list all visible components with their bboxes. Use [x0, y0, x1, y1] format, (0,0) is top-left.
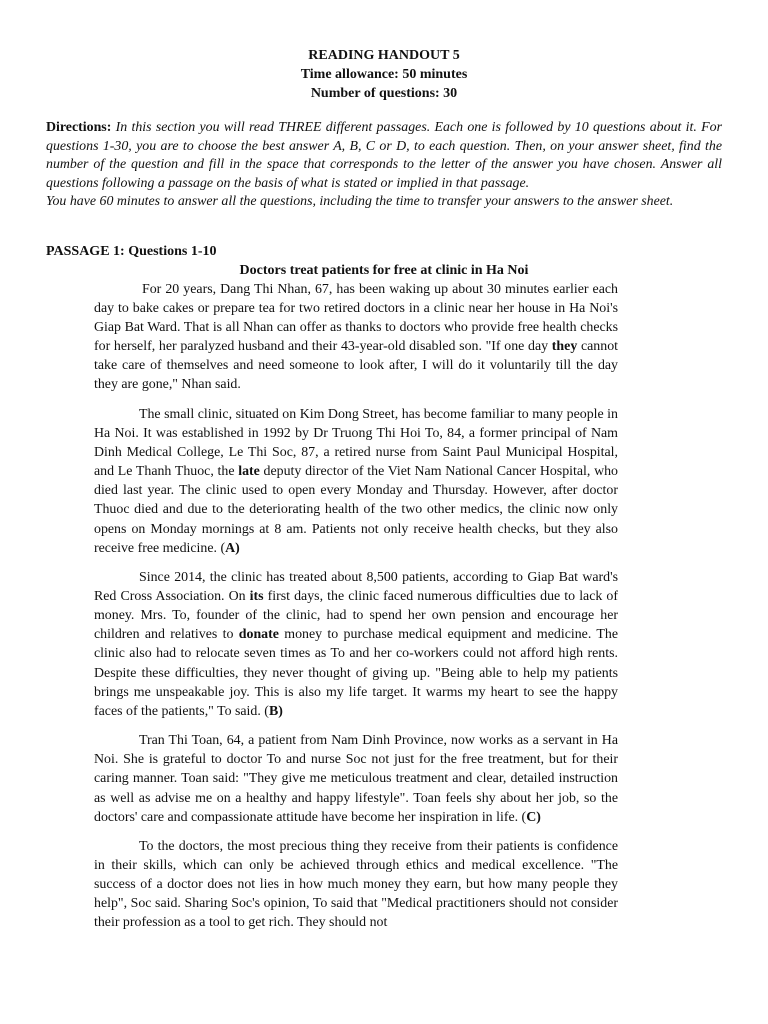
- paragraph-text: Since 2014, the clinic has treated about 8,500 patients, according to Giap Bat ward's Red Cross Association. On: [94, 570, 618, 605]
- bold-word: they: [551, 339, 578, 355]
- question-count: Number of questions: 30: [310, 86, 458, 101]
- passage-heading: PASSAGE 1: Questions 1-10: [46, 244, 217, 259]
- passage-body: [94, 280, 618, 943]
- position-marker-c: C): [526, 809, 541, 825]
- bold-word: late: [238, 464, 260, 480]
- paragraph-text: first days, the clinic faced numerous difficulties due to lack of money. Mrs. To, founder of the clinic, had to spend her own pension and encourage her children and relatives to: [94, 589, 618, 643]
- directions-text: In this section you will read THREE different passages. Each one is followed by 10 questions about it. For questions 1-30, you are to choose the best answer A, B, C or D, to each question. Then, on your answer sheet, find the number of the question and fill in the space that corresponds to the letter of the answer you have chosen. Answer all questions following a passage on the basis of what is stated or implied in that passage.: [46, 120, 722, 191]
- paragraph-text: deputy director of the Viet Nam National Cancer Hospital, who died last year. The clinic used to open every Monday and Thursday. However, after doctor Thuoc died and due to the deteriorating health of the two other medics, the clinic now only opens on Monday mornings at 8 am. Patients not only receive health checks, but they also receive free medicine. (: [94, 464, 618, 556]
- directions-time-note: You have 60 minutes to answer all the questions, including the time to transfer your answers to the answer sheet.: [46, 194, 674, 209]
- passage-title: Doctors treat patients for free at clinic in Ha Noi: [239, 263, 529, 278]
- directions-label: Directions:: [46, 120, 112, 135]
- directions-block: [46, 119, 722, 212]
- paragraph-text: For 20 years, Dang Thi Nhan, 67, has been waking up about 30 minutes earlier each day to bake cakes or prepare tea for two retired doctors in a clinic near her house in Ha Noi's Giap Bat Ward. That is all Nhan can offer as thanks to doctors who provide free health checks for herself, her paralyzed husband and their 43-year-old disabled son. "If one day: [94, 282, 618, 355]
- paragraph-text: cannot take care of themselves and need someone to look after, I will do it voluntarily till the day they are gone," Nhan said.: [94, 339, 618, 393]
- bold-word: its: [249, 589, 264, 605]
- handout-header: [0, 46, 768, 103]
- paragraph-4: [94, 731, 618, 826]
- bold-word: donate: [238, 627, 279, 643]
- position-marker-a: A): [225, 540, 240, 556]
- position-marker-b: B): [268, 703, 283, 719]
- paragraph-text: money to purchase medical equipment and medicine. The clinic also had to relocate seven times as To and her co-workers could not afford high rents. Despite these difficulties, they never thought of giving up. "Being able to help my patients brings me unspeakable joy. This is also my life target. It warms my heart to see the happy faces of the patients," To said. (: [94, 627, 618, 719]
- paragraph-text: Tran Thi Toan, 64, a patient from Nam Dinh Province, now works as a servant in Ha Noi. She is grateful to doctor To and nurse Soc not just for the free treatment, but for their caring manner. Toan said: "They give me meticulous treatment and clear, detailed instruction as well as advise me on a healthy and happy lifestyle". Toan feels shy about her job, so the doctors' care and compassionate attitude have become her inspiration in life. (: [94, 733, 618, 825]
- paragraph-1: [94, 280, 618, 395]
- paragraph-2: [94, 405, 618, 558]
- paragraph-text: The small clinic, situated on Kim Dong Street, has become familiar to many people in Ha Noi. It was established in 1992 by Dr Truong Thi Hoi To, 84, a former principal of Nam Dinh Medical College, Le Thi Soc, 87, a retired nurse from Saint Paul Municipal Hospital, and Le Thanh Thuoc, the: [94, 406, 618, 480]
- paragraph-text: To the doctors, the most precious thing they receive from their patients is confidence in their skills, which can only be achieved through ethics and medical excellence. "The success of a doctor does not lies in how much money they earn, but how many people they help", Soc said. Sharing Soc's opinion, To said that "Medical practitioners should not consider their profession as a tool to get rich. They should not: [94, 839, 618, 931]
- paragraph-5: [94, 837, 618, 932]
- paragraph-3: [94, 568, 618, 721]
- handout-title: READING HANDOUT 5: [308, 48, 460, 63]
- time-allowance: Time allowance: 50 minutes: [300, 67, 468, 82]
